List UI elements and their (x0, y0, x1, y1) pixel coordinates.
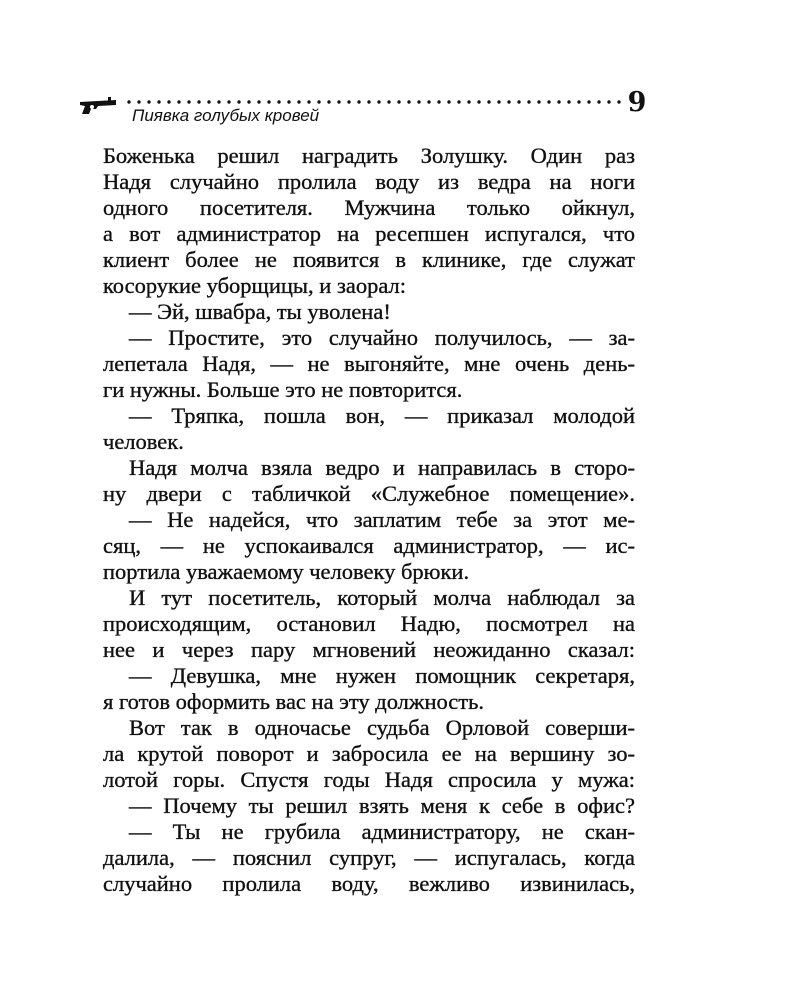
text-line: одного посетителя. Мужчина только ойкнул, (103, 195, 635, 220)
text-line: а вот администратор на ресепшен испугался, что (103, 221, 635, 246)
running-title: Пиявка голубых кровей (132, 106, 320, 125)
text-line: случайно пролила воду, вежливо извинилась, (103, 871, 635, 896)
text-line: Надя молча взяла ведро и направилась в сторо- (129, 455, 635, 480)
text-line: — Тряпка, пошла вон, — приказал молодой (129, 403, 635, 428)
text-line: Боженька решил наградить Золушку. Один раз (103, 143, 635, 168)
header-dotted-rule (124, 100, 622, 104)
text-line: — Девушка, мне нужен помощник секретаря, (129, 663, 635, 688)
text-line: человек. (103, 429, 184, 454)
text-line: ну двери с табличкой «Служебное помещение». (103, 481, 635, 506)
revolver-icon (78, 94, 118, 116)
text-line: — Эй, швабра, ты уволена! (129, 299, 391, 324)
body-text (103, 143, 635, 897)
page-number: 9 (627, 87, 647, 118)
text-line: — Ты не грубила администратору, не скан- (129, 819, 635, 844)
text-line: лепетала Надя, — не выгоняйте, мне очень день- (103, 351, 635, 376)
text-line: И тут посетитель, который молча наблюдал за (129, 585, 635, 610)
text-line: Надя случайно пролила воду из ведра на ноги (103, 169, 635, 194)
text-line: лотой горы. Спустя годы Надя спросила у мужа: (103, 767, 635, 792)
text-line: сяц, — не успокаивался администратор, — ис- (103, 533, 635, 558)
text-line: ги нужны. Больше это не повторится. (103, 377, 463, 402)
text-line: — Простите, это случайно получилось, — за- (129, 325, 635, 350)
text-line: нее и через пару мгновений неожиданно сказал: (103, 637, 635, 662)
text-line: Вот так в одночасье судьба Орловой соверши- (129, 715, 635, 740)
text-line: — Почему ты решил взять меня к себе в офис? (129, 793, 635, 818)
text-line: косорукие уборщицы, и заорал: (103, 273, 407, 298)
text-line: я готов оформить вас на эту должность. (103, 689, 484, 714)
text-line: — Не надейся, что заплатим тебе за этот ме- (129, 507, 635, 532)
text-line: портила уважаемому человеку брюки. (103, 559, 470, 584)
text-line: происходящим, остановил Надю, посмотрел на (103, 611, 635, 636)
page-header (78, 88, 648, 128)
text-line: далила, — пояснил супруг, — испугалась, когда (103, 845, 635, 870)
text-line: ла крутой поворот и забросила ее на вершину зо- (103, 741, 635, 766)
text-line: клиент более не появится в клинике, где служат (103, 247, 635, 272)
